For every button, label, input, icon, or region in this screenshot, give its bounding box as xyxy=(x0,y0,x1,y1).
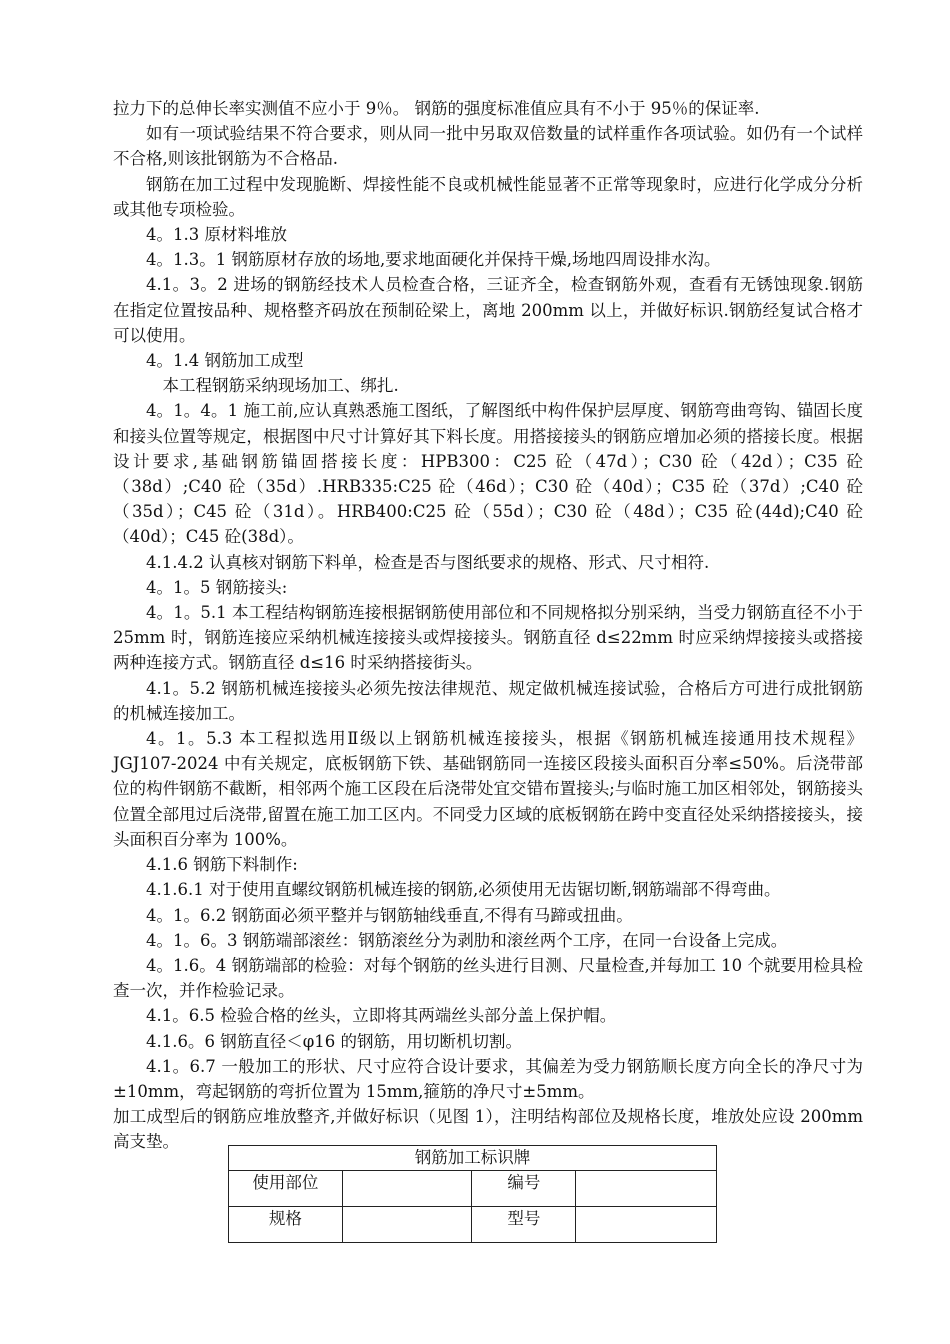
paragraph: 4。1。5.3 本工程拟选用Ⅱ级以上钢筋机械连接接头，根据《钢筋机械连接通用技术规程》JGJ107-2024 中有关规定，底板钢筋下铁、基础钢筋同一连接区段接头面积百分率≤50%。后浇带部位的构件钢筋不截断，相邻两个施工区段在后浇带处宜交错布置接头;与临时施工加区相邻处，钢筋接头位置全部甩过后浇带,留置在施工加工区内。不同受力区域的底板钢筋在跨中变直径处采纳搭接接头，接头面积百分率为 100%。 xyxy=(113,729,863,849)
serial-number-value xyxy=(576,1171,717,1207)
serial-number-label: 编号 xyxy=(472,1171,576,1207)
paragraph: 4.1.6.1 对于使用直螺纹钢筋机械连接的钢筋,必须使用无齿锯切断,钢筋端部不得弯曲。 xyxy=(146,880,781,900)
paragraph: 4.1.6 钢筋下料制作: xyxy=(146,855,298,875)
usage-location-value xyxy=(342,1171,472,1207)
paragraph: 钢筋在加工过程中发现脆断、焊接性能不良或机械性能显著不正常等现象时，应进行化学成分分析或其他专项检验。 xyxy=(113,174,863,219)
table-caption: 钢筋加工标识牌 xyxy=(229,1146,717,1171)
paragraph: 4。1。4。1 施工前,应认真熟悉施工图纸，了解图纸中构件保护层厚度、钢筋弯曲弯钩、锚固长度和接头位置等规定，根据图中尺寸计算好其下料长度。用搭接接头的钢筋应增加必须的搭接长度。根据设计要求,基础钢筋锚固搭接长度：HPB300：C25 砼（47d）；C30 砼（42d）；C35 砼（38d）;C40 砼（35d）.HRB335:C25 砼（46d）；C30 砼（40d）；C35 砼（37d）;C40 砼（35d）；C45 砼（31d）。HRB400:C25 砼（55d）；C30 砼（48d）；C35 砼(44d);C40 砼（40d）；C45 砼(38d）。 xyxy=(113,401,863,547)
paragraph: 4.1。6.7 一般加工的形状、尺寸应符合设计要求，其偏差为受力钢筋顺长度方向全长的净尺寸为±10mm，弯起钢筋的弯折位置为 15mm,箍筋的净尺寸±5mm。 xyxy=(113,1056,863,1101)
paragraph: 4。1。5 钢筋接头: xyxy=(146,577,288,597)
paragraph: 拉力下的总伸长率实测值不应小于 9％。 钢筋的强度标准值应具有不小于 95％的保证率. xyxy=(113,99,760,118)
paragraph: 4。1.4 钢筋加工成型 xyxy=(146,351,304,371)
specification-label: 规格 xyxy=(229,1207,343,1243)
table-row xyxy=(229,1171,717,1207)
model-value xyxy=(576,1207,717,1243)
paragraph: 加工成型后的钢筋应堆放整齐,并做好标识（见图 1），注明结构部位及规格长度，堆放处应设 200mm 高支垫。 xyxy=(113,1107,863,1152)
paragraph: 4.1.6。6 钢筋直径＜φ16 的钢筋，用切断机切割。 xyxy=(146,1031,523,1051)
paragraph: 4.1。6.5 检验合格的丝头，立即将其两端丝头部分盖上保护帽。 xyxy=(146,1006,617,1026)
document-body xyxy=(113,96,863,1155)
paragraph: 如有一项试验结果不符合要求，则从同一批中另取双倍数量的试样重作各项试验。如仍有一个试样不合格,则该批钢筋为不合格品. xyxy=(113,124,863,169)
paragraph: 4。1.3。1 钢筋原材存放的场地,要求地面硬化并保持干燥,场地四周设排水沟。 xyxy=(146,250,721,270)
paragraph: 4。1.3 原材料堆放 xyxy=(146,225,287,245)
paragraph: 本工程钢筋采纳现场加工、绑扎. xyxy=(162,376,399,396)
paragraph: 4.1。3。2 进场的钢筋经技术人员检查合格，三证齐全，检查钢筋外观，查看有无锈蚀现象.钢筋在指定位置按品种、规格整齐码放在预制砼梁上，离地 200mm 以上，并做好标识.钢筋经复试合格才可以使用。 xyxy=(113,275,863,345)
rebar-processing-sign-table xyxy=(228,1145,717,1243)
specification-value xyxy=(342,1207,472,1243)
paragraph: 4。1。5.1 本工程结构钢筋连接根据钢筋使用部位和不同规格拟分别采纳，当受力钢筋直径不小于 25mm 时，钢筋连接应采纳机械连接接头或焊接接头。钢筋直径 d≤22mm 时应采纳焊接接头或搭接两种连接方式。钢筋直径 d≤16 时采纳搭接街头。 xyxy=(113,603,863,673)
paragraph: 4。1。6.2 钢筋面必须平整并与钢筋轴线垂直,不得有马蹄或扭曲。 xyxy=(146,905,633,925)
usage-location-label: 使用部位 xyxy=(229,1171,343,1207)
paragraph: 4.1。5.2 钢筋机械连接接头必须先按法律规范、规定做机械连接试验，合格后方可进行成批钢筋的机械连接加工。 xyxy=(113,678,863,723)
paragraph: 4。1.6。4 钢筋端部的检验：对每个钢筋的丝头进行目测、尺量检查,并每加工 10 个就要用检具检查一次，并作检验记录。 xyxy=(113,955,863,1001)
paragraph: 4.1.4.2 认真核对钢筋下料单，检查是否与图纸要求的规格、形式、尺寸相符. xyxy=(146,552,710,572)
model-label: 型号 xyxy=(472,1207,576,1243)
paragraph: 4。1。6。3 钢筋端部滚丝：钢筋滚丝分为剥肋和滚丝两个工序，在同一台设备上完成。 xyxy=(146,930,788,950)
table-row xyxy=(229,1207,717,1243)
